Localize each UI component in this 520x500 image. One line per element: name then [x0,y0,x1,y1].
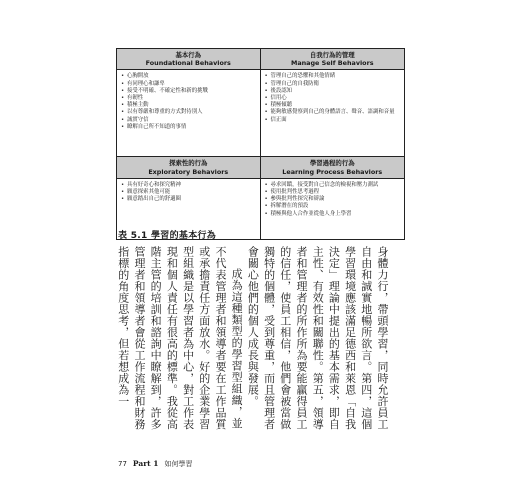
header-title-zh: 基本行為 [175,51,202,59]
list-item: • 管理自己的恐懼和其他情緒 [265,73,401,80]
behavior-list [261,70,405,156]
header-title-zh: 探索性的行為 [169,159,208,168]
behaviors-table [116,48,405,240]
table-cell-foundational [117,49,261,156]
list-item: • 尋求回饋，接受對自己信念的檢視和壓力測試 [265,182,401,189]
table-caption: 表 5.1 學習的基本行為 [118,231,217,241]
list-item: • 信用心 [265,95,401,102]
list-item: • 願意探索其他可能 [121,189,256,196]
paragraph: 身體力行，帶頭學習，同時允許員工自由和誠實地暢所欲言。第四，這個學習環境應該滿足德西和萊恩「自我決定」理論中提出的基本需求，即自主性、有效性和關聯性。第五，領導者和管理者的所作所為要能贏得員工的信任，使員工相信，他們會被當做獨特的個體，受到尊重，而且管理者會關心他們的個人成長與發展。 [246,246,389,430]
header-title-en: Learning Process Behaviors [282,167,383,176]
list-item: • 信正面 [265,117,401,124]
body-text [116,246,390,434]
table-cell-header [117,156,260,178]
table-cell-header [261,156,405,178]
list-item: • 以有尊嚴和尊重的方式對待別人 [121,109,256,116]
list-item: • 有同理心和謙卑 [121,81,256,88]
paragraph: 成為這種類型的學習型組織，並不代表管理者和領導者要在工作品質或承擔責任方面放水。好的企業學習型組織是以學習者為中心，對工作表現和個人責任有很高的標準。我從高階主管的培訓和諮詢中瞭解到，許多管理者和領導者會從工作流程和財務指標的角度思考，但若想成為一 [116,246,244,430]
table-cell-learning-process [261,156,405,238]
table-row [117,49,404,156]
behavior-list [261,179,405,239]
list-item: • 使用批判性思考過程 [265,189,401,196]
page-footer [118,459,192,469]
header-title-en: Manage Self Behaviors [290,59,374,68]
header-title-zh: 自我行為的管理 [309,51,355,59]
list-item: • 參與批判性探究和辯論 [265,196,401,203]
list-item: • 願意踏出自己的舒適圈 [121,196,256,203]
table-row [117,156,404,238]
header-title-en: Foundational Behaviors [145,59,231,68]
list-item: • 積極與他人合作並從他人身上學習 [265,211,401,218]
list-item: • 管理自己的自我防衛 [265,81,401,88]
list-item: • 能夠敏感覺察到自己的身體語言、聲音、語調和音量 [265,109,401,116]
list-item: • 積極主動 [121,102,256,109]
list-item: • 瞭解自己所不知道的事情 [121,124,256,131]
list-item: • 接受不明確、不確定性和新的挑戰 [121,88,256,95]
header-title-en: Exploratory Behaviors [148,167,229,176]
section-title: 如何學習 [164,460,193,468]
behavior-list [117,70,260,156]
list-item: • 積極傾聽 [265,102,401,109]
table-cell-header [261,49,405,70]
header-title-zh: 學習過程的行為 [309,159,355,168]
list-item: • 拆解潛在的預設 [265,203,401,210]
table-cell-exploratory [117,156,261,238]
list-item: • 誠實守信 [121,117,256,124]
part-label: Part 1 [132,459,159,468]
list-item: • 具有好奇心和探究精神 [121,182,256,189]
list-item: • 有韌性 [121,95,256,102]
list-item: • 後設認知 [265,88,401,95]
list-item: • 心胸開放 [121,73,256,80]
table-cell-header [117,49,260,70]
page-number: 77 [118,460,127,468]
table-cell-manage-self [261,49,405,156]
